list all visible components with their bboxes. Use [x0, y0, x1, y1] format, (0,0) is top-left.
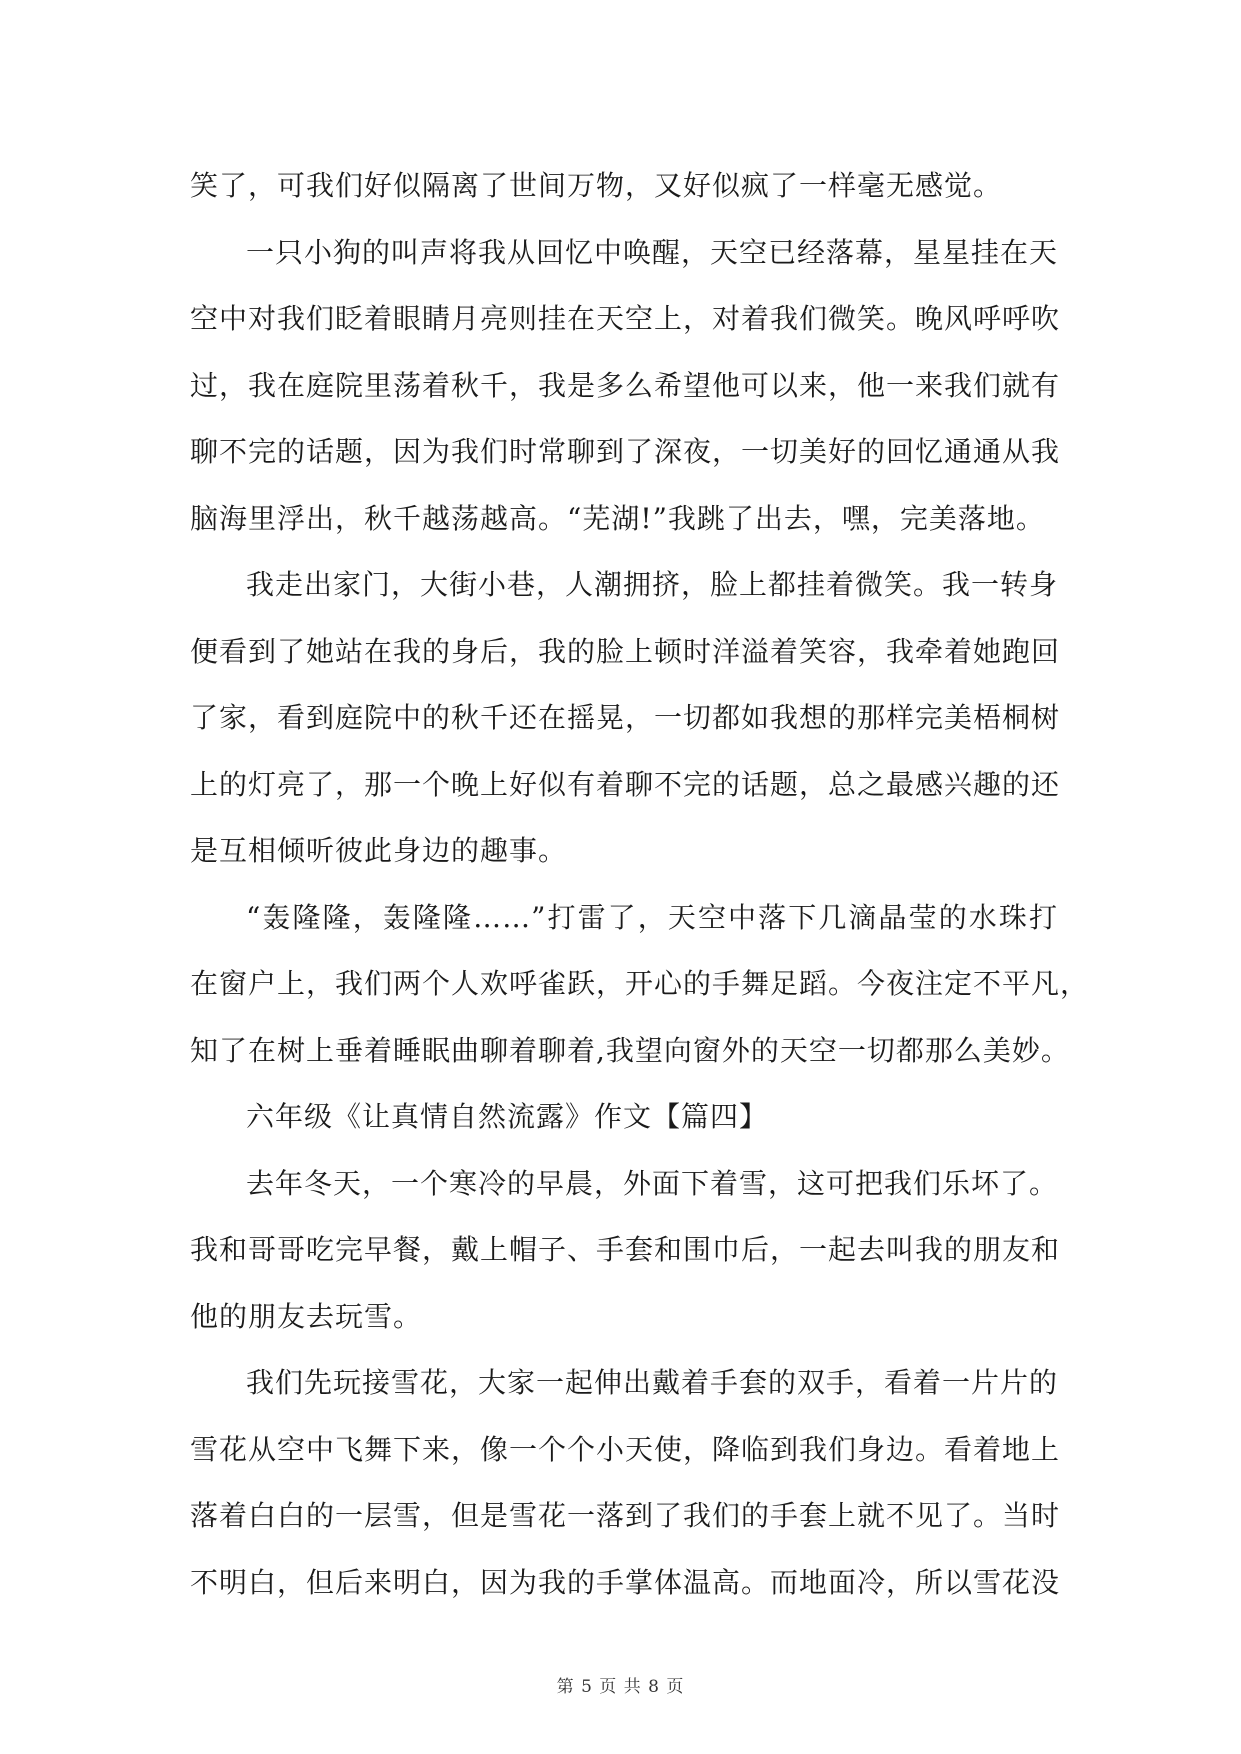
text-line: 知了在树上垂着睡眠曲聊着聊着,我望向窗外的天空一切都那么美妙。 [190, 1033, 1070, 1067]
paragraph [190, 220, 1061, 553]
text-line: 上的灯亮了，那一个晚上好似有着聊不完的话题，总之最感兴趣的还 [190, 767, 1061, 801]
text-line: 我和哥哥吃完早餐，戴上帽子、手套和围巾后，一起去叫我的朋友和 [190, 1233, 1061, 1266]
text-line: 不明白，但后来明白，因为我的手掌体温高。而地面冷，所以雪花没 [190, 1565, 1061, 1599]
text-line: 雪花从空中飞舞下来，像一个个小天使，降临到我们身边。看着地上 [190, 1432, 1061, 1466]
page-number-footer: 第 5 页 共 8 页 [556, 1677, 685, 1697]
text-line: 空中对我们眨着眼睛月亮则挂在天空上，对着我们微笑。晚风呼呼吹 [190, 302, 1061, 335]
paragraph [190, 1350, 1061, 1616]
text-line: 便看到了她站在我的身后，我的脸上顿时洋溢着笑容，我牵着她跑回 [190, 634, 1061, 668]
text-line: 脑海里浮出，秋千越荡越高。“芜湖!”我跳了出去，嘿，完美落地。 [190, 501, 1045, 535]
paragraph [190, 552, 1061, 885]
text-line: 落着白白的一层雪，但是雪花一落到了我们的手套上就不见了。当时 [190, 1499, 1061, 1532]
text-line: 我走出家门，大街小巷，人潮拥挤，脸上都挂着微笑。我一转身 [246, 568, 1059, 601]
paragraph [190, 1151, 1061, 1351]
text-line: “轰隆隆，轰隆隆……”打雷了，天空中落下几滴晶莹的水珠打 [246, 900, 1058, 934]
text-line: 过，我在庭院里荡着秋千，我是多么希望他可以来，他一来我们就有 [190, 368, 1061, 402]
text-line: 笑了，可我们好似隔离了世间万物，又好似疯了一样毫无感觉。 [190, 169, 1003, 202]
text-line: 我们先玩接雪花，大家一起伸出戴着手套的双手，看着一片片的 [246, 1366, 1059, 1399]
text-line: 了家，看到庭院中的秋千还在摇晃，一切都如我想的那样完美梧桐树 [190, 701, 1061, 734]
document-body [190, 153, 1090, 1616]
text-line: 聊不完的话题，因为我们时常聊到了深夜，一切美好的回忆通通从我 [190, 435, 1061, 468]
text-line: 去年冬天，一个寒冷的早晨，外面下着雪，这可把我们乐坏了。 [246, 1166, 1059, 1200]
text-line: 是互相倾听彼此身边的趣事。 [190, 834, 568, 867]
text-line: 六年级《让真情自然流露》作文【篇四】 [246, 1100, 769, 1133]
section-heading [190, 1084, 1058, 1151]
text-line: 在窗户上，我们两个人欢呼雀跃，开心的手舞足蹈。今夜注定不平凡， [190, 967, 1090, 1000]
text-line: 一只小狗的叫声将我从回忆中唤醒，天空已经落幕，星星挂在天 [246, 235, 1059, 269]
paragraph [190, 885, 1090, 1085]
paragraph [190, 153, 1058, 220]
text-line: 他的朋友去玩雪。 [190, 1299, 423, 1333]
